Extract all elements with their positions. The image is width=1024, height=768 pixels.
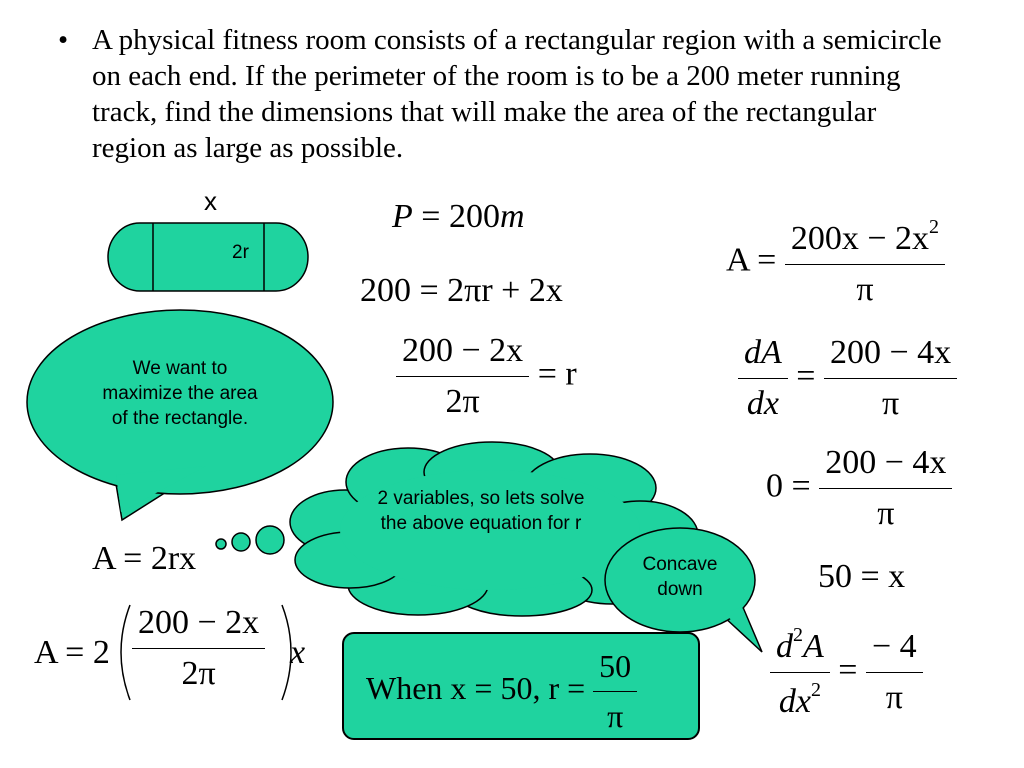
eq-solution-x: 50 = x (818, 558, 906, 595)
eq-zero: 0 = $\frac{200 - 4x}{\pi}$ (766, 444, 952, 533)
thought-dot-large (256, 526, 284, 554)
two-variables-callout-text: 2 variables, so lets solve the above equation for r (377, 488, 585, 534)
eq-area-sub-frac: $\frac{200 - 2x}{2\pi}$ (132, 604, 265, 693)
eq-area-tail: x (290, 634, 306, 671)
eq-area: A = 2rx (92, 540, 197, 577)
eq-perimeter-expanded: 200 = 2πr + 2x (360, 272, 563, 309)
thought-dot-small (216, 539, 226, 549)
bullet-marker: • (58, 24, 69, 56)
track-shape (108, 223, 308, 291)
eq-area-simplified: A = $\frac{200x - 2x^2}{\pi}$ (726, 216, 945, 309)
track-2r-label: 2r (232, 242, 249, 263)
eq-perimeter: P = 200m (392, 198, 525, 235)
eq-r-solved: $\frac{200 - 2x}{2\pi}$ = r (396, 332, 577, 421)
problem-text: A physical fitness room consists of a rectangular region with a semicircle on each end. If the perimeter of the room is to be a 200 meter running track, find the dimensions that will make the area of the rectangular region as large as possible. (92, 24, 942, 164)
thought-dot-medium (232, 533, 250, 551)
answer-text: When x = 50, r = $\frac{50}{\pi}$ (366, 648, 637, 735)
track-diagram (108, 223, 308, 291)
track-x-label: x (204, 186, 217, 216)
eq-area-lhs: A = 2 (34, 634, 110, 671)
concave-callout-text: Concave down (642, 554, 718, 600)
paren-left (121, 605, 130, 700)
maximize-callout-text: We want to maximize the area of the rectangle. (102, 358, 258, 429)
eq-derivative: $\frac{dA}{dx}$ = $\frac{200 - 4x}{\pi}$ (738, 334, 957, 423)
eq-second-derivative: $\frac{d^2A}{dx^2}$ = $\frac{- 4}{\pi}$ (770, 624, 923, 721)
